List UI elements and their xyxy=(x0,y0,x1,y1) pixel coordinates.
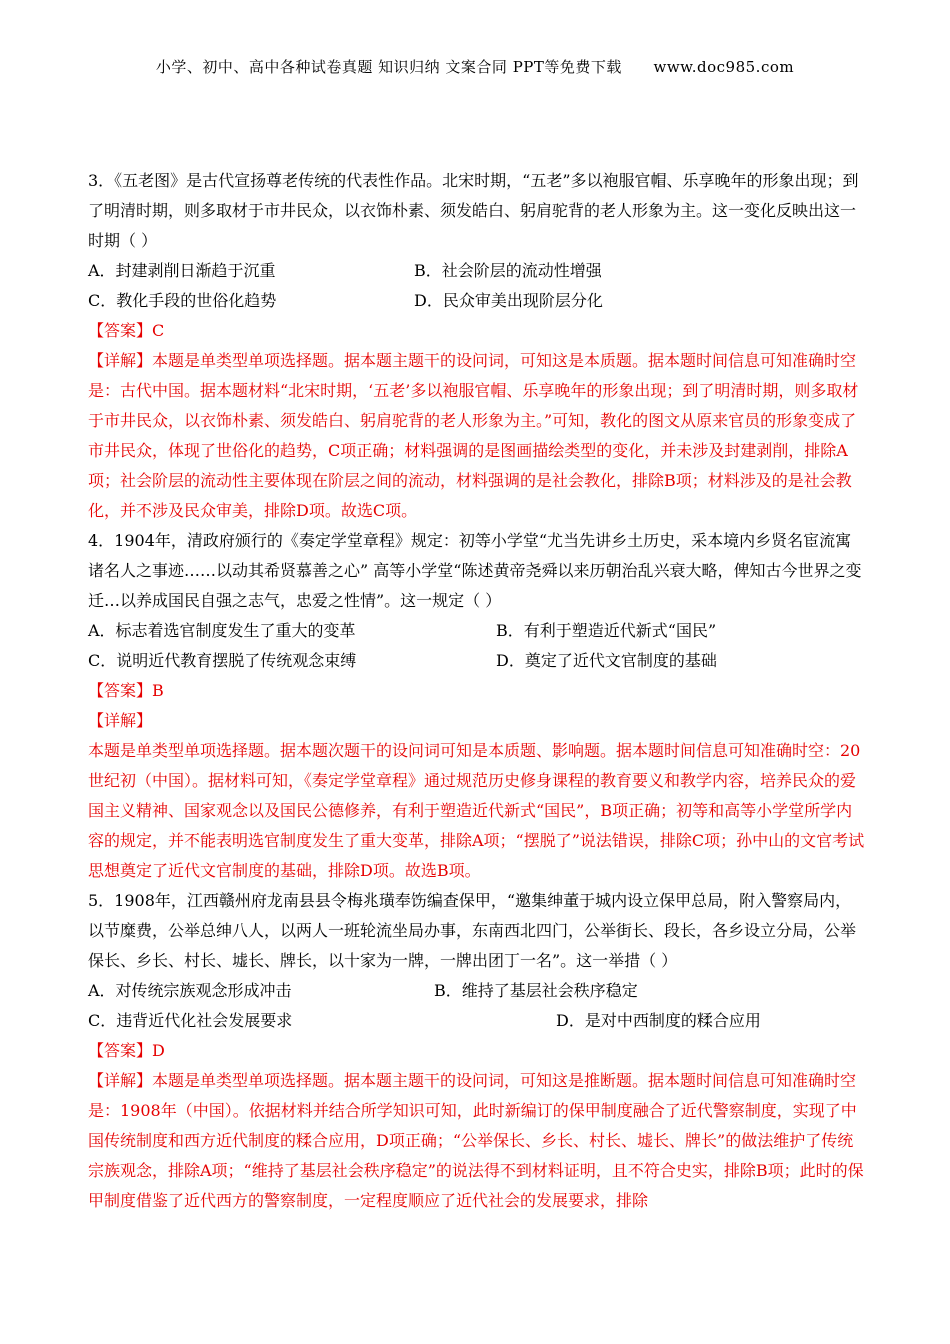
question-3-stem: 3．《五老图》是古代宣扬尊老传统的代表性作品。北宋时期，“五老”多以袍服官帽、乐享晚年的形象出现；到了明清时期，则多取材于市井民众，以衣饰朴素、须发皓白、躬肩驼背的老人形象为主。这一变化反映出这一时期（ ） xyxy=(88,171,859,250)
question-4-option-c: C．说明近代教育摆脱了传统观念束缚 xyxy=(88,651,357,670)
answer-label: 【答案】 xyxy=(88,1041,153,1060)
question-5-stem: 5．1908年，江西赣州府龙南县县令梅兆璜奉饬编查保甲，“邀集绅董于城内设立保甲总局，附入警察局内，以节糜费，公举总绅八人，以两人一班轮流坐局办事，东南西北四门，公举街长、段长，各乡设立分局，公举保长、乡长、村长、墟长、牌长，以十家为一牌，一牌出团丁一名”。这一举措（ ） xyxy=(88,891,857,970)
header-url[interactable]: www.doc985.com xyxy=(653,58,795,76)
detail-label: 【详解】 xyxy=(88,351,153,370)
header-text: 小学、初中、高中各种试卷真题 知识归纳 文案合同 PPT等免费下载 xyxy=(155,58,622,76)
question-3-options-row-1 xyxy=(88,256,866,286)
question-3-options-row-2 xyxy=(88,286,866,316)
question-5-detail xyxy=(88,1066,866,1216)
question-5-option-d: D．是对中西制度的糅合应用 xyxy=(556,1011,761,1030)
question-4-answer xyxy=(88,676,866,706)
question-5-options-row-1 xyxy=(88,976,866,1006)
question-4-option-d: D．奠定了近代文官制度的基础 xyxy=(496,651,717,670)
question-4-options-row-1 xyxy=(88,616,866,646)
question-5-option-a: A．对传统宗族观念形成冲击 xyxy=(88,981,292,1000)
document-body xyxy=(88,166,866,1216)
question-3-option-b: B．社会阶层的流动性增强 xyxy=(414,261,602,280)
question-5-options-row-2 xyxy=(88,1006,866,1036)
question-3-option-d: D．民众审美出现阶层分化 xyxy=(414,291,603,310)
question-4-options-row-2 xyxy=(88,646,866,676)
question-5-option-c: C．违背近代化社会发展要求 xyxy=(88,1011,293,1030)
answer-value: B xyxy=(152,681,164,700)
question-4-detail-label: 【详解】 xyxy=(88,711,153,730)
answer-value: C xyxy=(152,321,165,340)
question-3-option-c: C．教化手段的世俗化趋势 xyxy=(88,291,277,310)
question-3-option-a: A．封建剥削日渐趋于沉重 xyxy=(88,261,276,280)
question-5-answer xyxy=(88,1036,866,1066)
detail-text: 本题是单类型单项选择题。据本题主题干的设问词，可知这是推断题。据本题时间信息可知准确时空是：1908年（中国）。依据材料并结合所学知识可知，此时新编订的保甲制度融合了近代警察制度，实现了中国传统制度和西方近代制度的糅合应用，D项正确；“公举保长、乡长、村长、墟长、牌长”的做法维护了传统宗族观念，排除A项；“维持了基层社会秩序稳定”的说法得不到材料证明，且不符合史实，排除B项；此时的保甲制度借鉴了近代西方的警察制度，一定程度顺应了近代社会的发展要求，排除 xyxy=(88,1071,864,1210)
question-3-answer xyxy=(88,316,866,346)
question-5-option-b: B．维持了基层社会秩序稳定 xyxy=(434,981,638,1000)
detail-text: 本题是单类型单项选择题。据本题主题干的设问词，可知这是本质题。据本题时间信息可知准确时空是：古代中国。据本题材料“北宋时期，‘五老’多以袍服官帽、乐享晚年的形象出现；到了明清时期，则多取材于市井民众，以衣饰朴素、须发皓白、躬肩驼背的老人形象为主。”可知，教化的图文从原来官员的形象变成了市井民众，体现了世俗化的趋势，C项正确；材料强调的是图画描绘类型的变化，并未涉及封建剥削，排除A项；社会阶层的流动性主要体现在阶层之间的流动，材料强调的是社会教化，排除B项；材料涉及的是社会教化，并不涉及民众审美，排除D项。故选C项。 xyxy=(88,351,859,520)
answer-label: 【答案】 xyxy=(88,681,153,700)
question-4-stem: 4．1904年，清政府颁行的《奏定学堂章程》规定：初等小学堂“尤当先讲乡土历史，采本境内乡贤名宦流寓诸名人之事迹……以动其希贤慕善之心” 高等小学堂“陈述黄帝尧舜以来历朝治乱兴衰大略，俾知古今世界之变迁…以养成国民自强之志气，忠爱之性情”。这一规定（ ） xyxy=(88,531,862,610)
page-header xyxy=(0,56,950,77)
answer-value: D xyxy=(152,1041,165,1060)
question-4-option-a: A．标志着选官制度发生了重大的变革 xyxy=(88,621,356,640)
answer-label: 【答案】 xyxy=(88,321,153,340)
question-3-detail xyxy=(88,346,866,526)
question-4-detail: 本题是单类型单项选择题。据本题次题干的设问词可知是本质题、影响题。据本题时间信息可知准确时空：20世纪初（中国）。据材料可知，《奏定学堂章程》通过规范历史修身课程的教育要义和教学内容，培养民众的爱国主义精神、国家观念以及国民公德修养，有利于塑造近代新式“国民”，B项正确；初等和高等小学堂所学内容的规定，并不能表明选官制度发生了重大变革，排除A项；“摆脱了”说法错误，排除C项；孙中山的文官考试思想奠定了近代文官制度的基础，排除D项。故选B项。 xyxy=(88,741,865,880)
question-4-option-b: B．有利于塑造近代新式“国民” xyxy=(496,621,717,640)
detail-label: 【详解】 xyxy=(88,1071,153,1090)
